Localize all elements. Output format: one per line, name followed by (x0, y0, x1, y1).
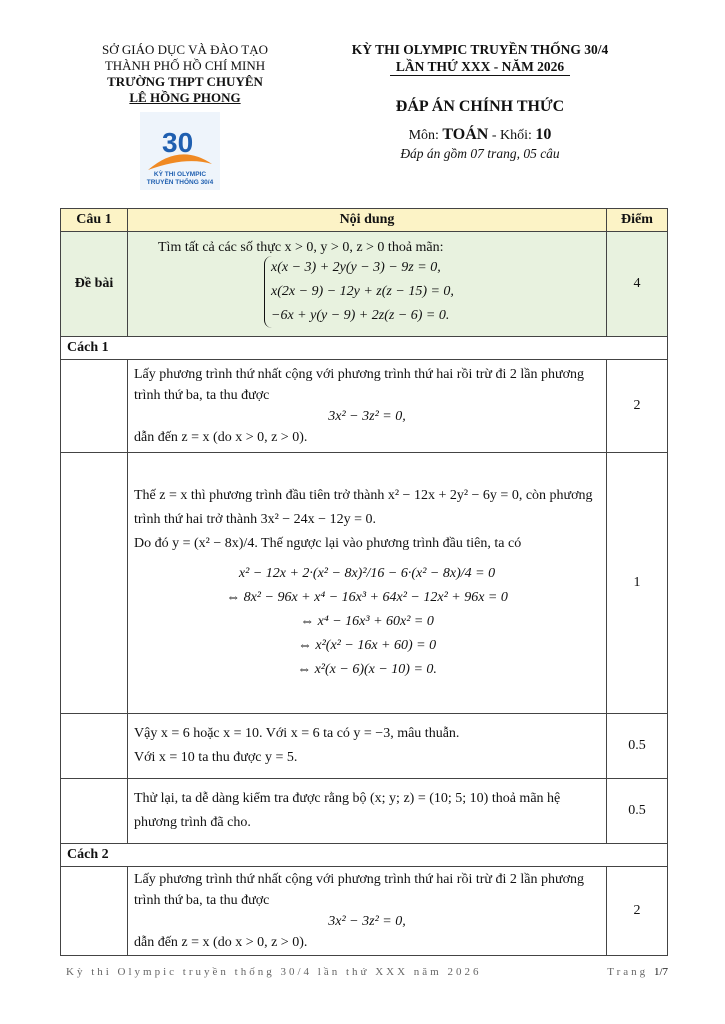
page-number: 1/7 (653, 966, 668, 978)
logo-text-2: TRUYỀN THỐNG 30/4 (146, 179, 214, 186)
exam-name: KỲ THI OLYMPIC TRUYỀN THỐNG 30/4 (351, 42, 609, 57)
step-1-points: 2 (607, 360, 668, 453)
document-title: ĐÁP ÁN CHÍNH THỨC (395, 98, 565, 115)
equation-2: x(2x − 9) − 12y + z(z − 15) = 0, (271, 284, 454, 299)
logo-text-1: KỲ THI OLYMPIC (153, 171, 207, 178)
table-header-row (61, 209, 668, 232)
school-line-2: LÊ HỒNG PHONG (129, 90, 241, 105)
col-question: Câu 1 (61, 209, 128, 232)
exam-header (330, 42, 630, 162)
method-1-label: Cách 1 (61, 337, 668, 360)
step-4-points: 0.5 (607, 779, 668, 844)
step-3-line-1: Vậy x = 6 hoặc x = 10. Với x = 6 ta có y = −3, mâu thuẫn. (134, 726, 460, 741)
issuer-line-1: SỞ GIÁO DỤC VÀ ĐÀO TẠO (102, 42, 268, 57)
school-line-1: TRƯỜNG THPT CHUYÊN (107, 74, 263, 89)
equation-system (264, 256, 454, 328)
issuer-block (70, 42, 300, 106)
page-label: Trang (607, 966, 649, 978)
grade: 10 (535, 126, 552, 143)
step-1-conclusion: dẫn đến z = x (do x > 0, z > 0). (134, 430, 308, 445)
table-row (61, 360, 668, 453)
step-2-equation-1: x² − 12x + 2·(x² − 8x)²/16 − 6·(x² − 8x)/4 = 0 (238, 566, 496, 581)
section-method-1 (61, 337, 668, 360)
method-2-label: Cách 2 (61, 844, 668, 867)
subject: TOÁN (442, 126, 489, 143)
subject-prefix: Môn: (408, 128, 439, 143)
olympic-logo (140, 112, 220, 190)
pages-note: Đáp án gồm 07 trang, 05 câu (400, 146, 560, 161)
table-row (61, 714, 668, 779)
exam-edition: LẦN THỨ XXX - NĂM 2026 (390, 59, 570, 76)
problem-label: Đề bài (61, 232, 128, 337)
page-footer (66, 966, 668, 978)
step-1-text: Lấy phương trình thứ nhất cộng với phương trình thứ hai rồi trừ đi 2 lần phương trình thứ ba, ta thu được (134, 367, 584, 403)
equation-1: x(x − 3) + 2y(y − 3) − 9z = 0, (271, 260, 441, 275)
step-2-points: 1 (607, 453, 668, 714)
equation-3: −6x + y(y − 9) + 2z(z − 6) = 0. (271, 308, 450, 323)
table-row (61, 779, 668, 844)
method-2-equation: 3x² − 3z² = 0, (328, 914, 406, 929)
step-2-equation-2: ⇔ 8x² − 96x + x⁴ − 16x³ + 64x² − 12x² + 96x = 0 (226, 590, 508, 605)
section-method-2 (61, 844, 668, 867)
method-2-conclusion: dẫn đến z = x (do x > 0, z > 0). (134, 935, 308, 950)
step-2-substitution: Thế z = x thì phương trình đầu tiên trở thành x² − 12x + 2y² − 6y = 0, còn phương trình thứ hai trở thành 3x² − 24x − 12y = 0. (134, 488, 593, 527)
step-3-line-2: Với x = 10 ta thu được y = 5. (134, 750, 298, 765)
logo-number: 30 (162, 127, 194, 158)
col-content: Nội dung (128, 209, 607, 232)
step-2-equation-5: ⇔ x²(x − 6)(x − 10) = 0. (297, 662, 437, 677)
method-2-points: 2 (607, 867, 668, 956)
subject-line (330, 126, 630, 144)
answer-table (60, 208, 668, 956)
page-indicator (607, 966, 668, 978)
step-2-equation-4: ⇔ x²(x² − 16x + 60) = 0 (297, 638, 437, 653)
problem-points: 4 (607, 232, 668, 337)
table-row (61, 867, 668, 956)
footer-title: Kỳ thi Olympic truyền thống 30/4 lần thứ XXX năm 2026 (66, 966, 482, 978)
problem-text: Tìm tất cả các số thực x > 0, y > 0, z > 0 thoả mãn: (158, 240, 444, 255)
issuer-line-2: THÀNH PHỐ HỒ CHÍ MINH (104, 58, 266, 73)
step-2-derive-y: Do đó y = (x² − 8x)/4. Thế ngược lại vào phương trình đầu tiên, ta có (134, 536, 522, 551)
table-row (61, 453, 668, 714)
step-1-equation: 3x² − 3z² = 0, (328, 409, 406, 424)
step-3-points: 0.5 (607, 714, 668, 779)
step-4-text: Thử lại, ta dễ dàng kiểm tra được rằng bộ (x; y; z) = (10; 5; 10) thoả mãn hệ phương trình đã cho. (128, 779, 607, 844)
step-2-equation-3: ⇔ x⁴ − 16x³ + 60x² = 0 (300, 614, 434, 629)
method-2-text: Lấy phương trình thứ nhất cộng với phương trình thứ hai rồi trừ đi 2 lần phương trình thứ ba, ta thu được (134, 872, 584, 908)
problem-row (61, 232, 668, 337)
grade-prefix: - Khối: (491, 128, 532, 143)
problem-content (128, 232, 607, 337)
col-points: Điểm (607, 209, 668, 232)
